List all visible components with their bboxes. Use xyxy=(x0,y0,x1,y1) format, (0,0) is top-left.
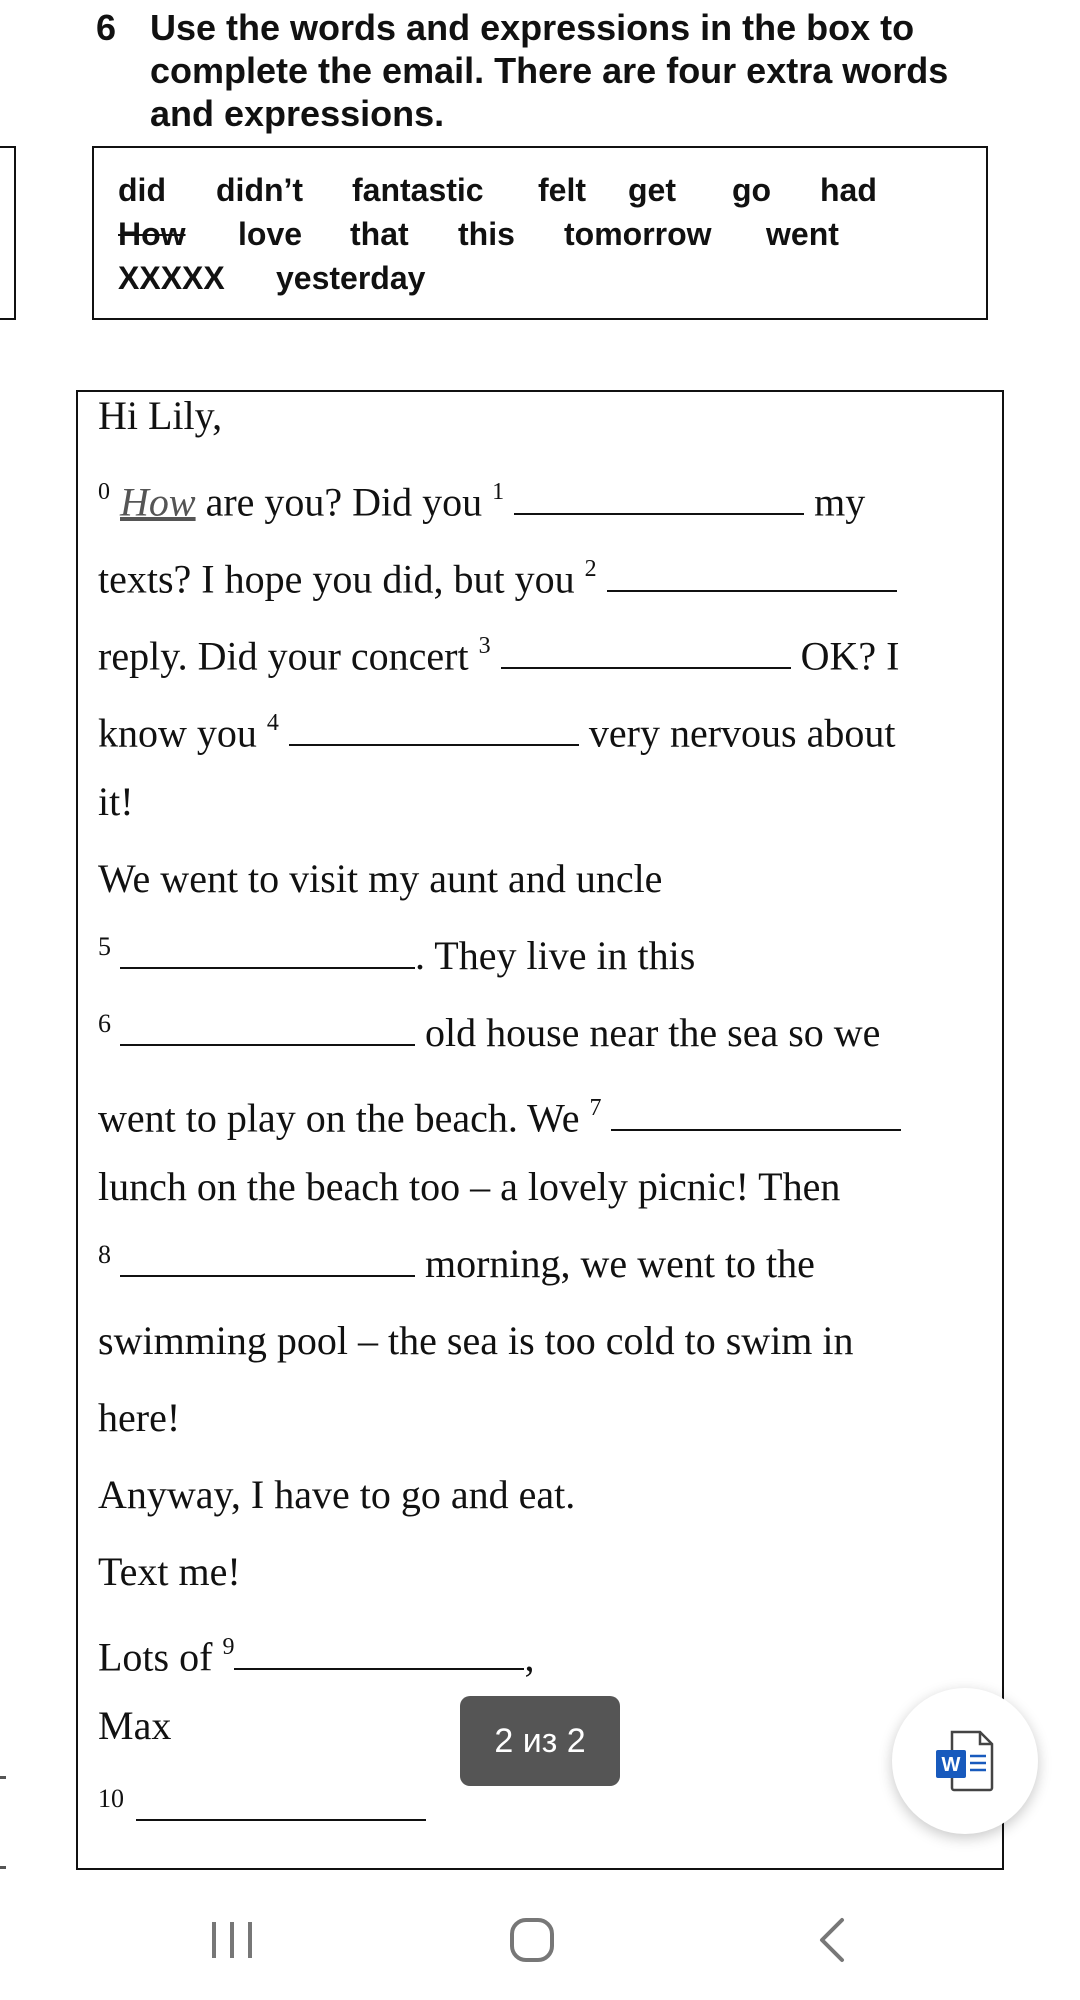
example-answer: How xyxy=(120,479,196,525)
word-option: tomorrow xyxy=(564,216,712,252)
exercise-number: 6 xyxy=(96,7,117,48)
email-line: here! xyxy=(98,1395,181,1440)
back-button[interactable] xyxy=(792,1910,872,1970)
email-line: it! xyxy=(98,779,134,824)
email-line xyxy=(136,1784,426,1832)
word-option: get xyxy=(628,172,676,208)
page-indicator: 2 из 2 xyxy=(460,1696,620,1786)
back-icon xyxy=(792,1910,872,1970)
email-line: swimming pool – the sea is too cold to swim in xyxy=(98,1318,854,1363)
email-line: Lots of $^9$ , xyxy=(98,1634,535,1680)
email-signature: Max xyxy=(98,1703,172,1748)
blank-7[interactable] xyxy=(611,1095,901,1131)
word-option: that xyxy=(350,216,409,252)
word-option: yesterday xyxy=(276,260,426,296)
svg-text:W: W xyxy=(941,1754,961,1776)
word-document-icon xyxy=(930,1726,1000,1796)
blank-number: 6 xyxy=(98,1009,111,1038)
navigation-bar xyxy=(0,1880,1080,2000)
blank-8[interactable] xyxy=(120,1241,415,1277)
blank-6[interactable] xyxy=(120,1010,415,1046)
email-line: . They live in this xyxy=(120,932,695,980)
email-line: texts? I hope you did, but you $^2$ xyxy=(98,547,897,603)
blank-number: 8 xyxy=(98,1240,111,1269)
blank-9[interactable] xyxy=(234,1634,524,1670)
word-option: felt xyxy=(538,172,586,208)
email-text-box xyxy=(76,390,1004,1870)
email-line: old house near the sea so we xyxy=(120,1009,880,1057)
word-option-used: How xyxy=(118,216,186,252)
word-box xyxy=(92,146,988,320)
email-line: went to play on the beach. We $^7$ xyxy=(98,1086,901,1142)
adjacent-page-mark xyxy=(0,1776,6,1779)
word-option: XXXXX xyxy=(118,260,225,296)
home-button[interactable] xyxy=(492,1910,572,1970)
blank-5[interactable] xyxy=(120,933,415,969)
instruction-text: Use the words and expressions in the box to complete the email. There are four extra words and expressions. xyxy=(150,7,949,134)
blank-2[interactable] xyxy=(607,556,897,592)
blank-1[interactable] xyxy=(514,479,804,515)
blank-number: 10 xyxy=(98,1784,124,1813)
recent-apps-button[interactable] xyxy=(192,1910,272,1970)
blank-4[interactable] xyxy=(289,710,579,746)
recent-apps-icon xyxy=(192,1910,272,1970)
adjacent-page-mark xyxy=(0,1866,6,1869)
email-line: We went to visit my aunt and uncle xyxy=(98,856,663,901)
blank-10[interactable] xyxy=(136,1785,426,1821)
home-icon xyxy=(492,1910,572,1970)
email-line: morning, we went to the xyxy=(120,1240,815,1288)
email-line: reply. Did your concert $^3$ OK? I xyxy=(98,633,900,679)
word-option: this xyxy=(458,216,515,252)
email-line: lunch on the beach too – a lovely picnic! Then xyxy=(98,1164,841,1209)
open-in-word-button[interactable] xyxy=(892,1688,1038,1834)
word-option: had xyxy=(820,172,877,208)
email-line: Text me! xyxy=(98,1549,241,1594)
word-option: go xyxy=(732,172,772,208)
word-option: went xyxy=(766,216,839,252)
email-greeting: Hi Lily, xyxy=(98,393,223,438)
email-line: $^0$ How are you? Did you $^1$ my xyxy=(98,479,866,525)
adjacent-page-box-edge xyxy=(0,146,16,320)
word-option: fantastic xyxy=(352,172,484,208)
word-option: didn’t xyxy=(216,172,304,208)
blank-3[interactable] xyxy=(501,633,791,669)
email-line: Anyway, I have to go and eat. xyxy=(98,1472,576,1517)
blank-number: 5 xyxy=(98,932,111,961)
word-option: did xyxy=(118,172,166,208)
word-option: love xyxy=(238,216,303,252)
email-line: know you $^4$ very nervous about xyxy=(98,710,896,756)
